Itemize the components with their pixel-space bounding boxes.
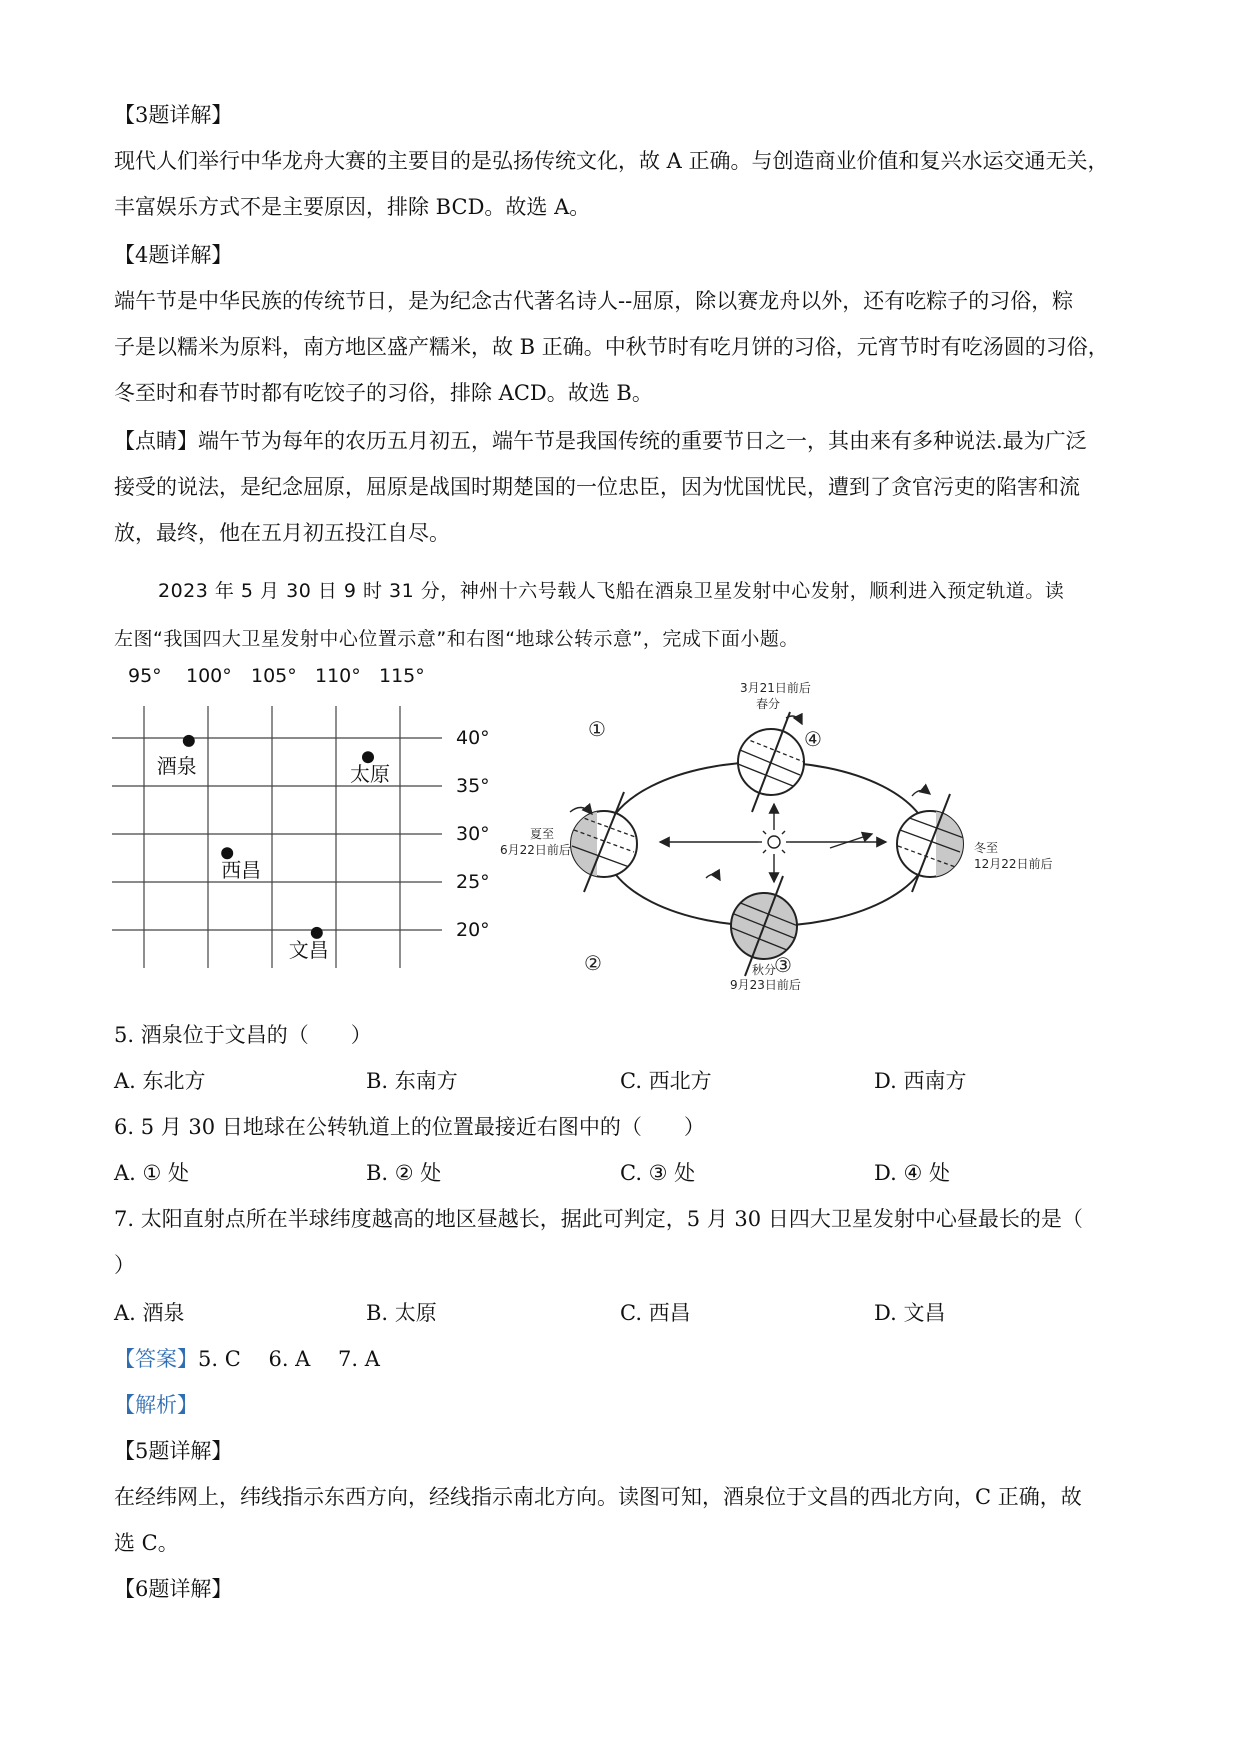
answer-line [114,1336,1134,1382]
q5-option-b[interactable]: B. 东南方 [366,1069,458,1093]
rotation-arrow-icon [912,790,930,796]
autumn-name: 秋分 [752,963,777,977]
dianjing-line-3: 放，最终，他在五月初五投江自尽。 [114,521,450,545]
q5-detail-header: 【5题详解】 [114,1439,233,1463]
lat-label: 20° [456,919,490,941]
q3-line-1: 现代人们举行中华龙舟大赛的主要目的是弘扬传统文化，故 A 正确。与创造商业价值和复兴水运交通无关， [114,149,1109,173]
rotation-arrow-icon [570,807,592,814]
earth-spring [738,712,804,812]
rotation-arrow-icon [706,874,720,880]
q7-option-d[interactable]: D. 文昌 [874,1301,946,1325]
lat-label: 25° [456,871,490,893]
q6-option-c[interactable]: C. ③ 处 [620,1161,696,1185]
lat-label: 30° [456,823,490,845]
q6-option-d[interactable]: D. ④ 处 [874,1161,950,1185]
spring-name: 春分 [756,697,781,711]
q4-line-3: 冬至时和春节时都有吃饺子的习俗，排除 ACD。故选 B。 [114,381,653,405]
intro-line-2: 左图“我国四大卫星发射中心位置示意”和右图“地球公转示意”，完成下面小题。 [114,628,799,650]
graticule [112,706,442,968]
launch-center-map [106,662,506,982]
summer-name: 夏至 [530,827,555,841]
q7-option-b[interactable]: B. 太原 [366,1301,437,1325]
answer-text: 5. C 6. A 7. A [198,1347,380,1371]
q5-detail-line-1: 在经纬网上，纬线指示东西方向，经线指示南北方向。读图可知，酒泉位于文昌的西北方向，C 正确，故 [114,1485,1082,1509]
q4-line-2: 子是以糯米为原料，南方地区盛产糯米，故 B 正确。中秋节时有吃月饼的习俗，元宵节时有吃汤圆的习俗， [114,335,1109,359]
q5-option-d[interactable]: D. 西南方 [874,1069,967,1093]
analysis-label: 【解析】 [114,1393,198,1417]
intro-line-1: 2023 年 5 月 30 日 9 时 31 分，神州十六号载人飞船在酒泉卫星发射中心发射，顺利进入预定轨道。读 [158,580,1065,602]
city-label: 西昌 [221,858,262,883]
q6-stem: 6. 5 月 30 日地球在公转轨道上的位置最接近右图中的（ ） [114,1115,705,1139]
q5-detail-line-2: 选 C。 [114,1531,179,1555]
position-marker-2: ② [584,951,602,975]
q7-option-c[interactable]: C. 西昌 [620,1301,691,1325]
q7-option-a[interactable]: A. 酒泉 [114,1301,185,1325]
q6-detail-header: 【6题详解】 [114,1577,233,1601]
rotation-arrow-icon [786,716,802,724]
lat-label: 35° [456,775,490,797]
city-label: 文昌 [288,937,329,962]
q5-option-c[interactable]: C. 西北方 [620,1069,712,1093]
q5-stem: 5. 酒泉位于文昌的（ ） [114,1023,372,1047]
q4-line-1: 端午节是中华民族的传统节日，是为纪念古代著名诗人--屈原，除以赛龙舟以外，还有吃粽子的习俗，粽 [114,289,1074,313]
lon-label: 110° [315,665,361,687]
dianjing-line-2: 接受的说法，是纪念屈原，屈原是战国时期楚国的一位忠臣，因为忧国忧民，遭到了贪官污吏的陷害和流 [114,475,1080,499]
q3-header: 【3题详解】 [114,103,233,127]
city-label: 酒泉 [156,753,197,778]
answer-label: 【答案】 [114,1347,198,1371]
sun-icon [758,826,790,858]
position-marker-4: ④ [804,727,822,751]
q6-option-b[interactable]: B. ② 处 [366,1161,442,1185]
position-marker-1: ① [588,717,606,741]
earth-revolution-diagram [500,680,1080,990]
q4-header: 【4题详解】 [114,243,233,267]
q3-line-2: 丰富娱乐方式不是主要原因，排除 BCD。故选 A。 [114,195,591,219]
lon-label: 105° [251,665,297,687]
city-dot [183,735,195,747]
lon-label: 100° [186,665,232,687]
earth-winter [897,794,966,892]
autumn-date: 9月23日前后 [730,978,801,990]
q7-stem-line-2: ） [114,1253,135,1277]
lon-label: 95° [128,665,162,687]
q7-stem-line-1: 7. 太阳直射点所在半球纬度越高的地区昼越长，据此可判定，5 月 30 日四大卫星发射中心昼最长的是（ [114,1207,1083,1231]
city-label: 太原 [350,762,390,787]
summer-date: 6月22日前后 [500,843,571,857]
q6-option-a[interactable]: A. ① 处 [114,1161,190,1185]
spring-date: 3月21日前后 [740,681,811,695]
dianjing-line-1: 【点睛】端午节为每年的农历五月初五，端午节是我国传统的重要节日之一，其由来有多种说法.最为广泛 [114,429,1087,453]
lat-label: 40° [456,727,490,749]
q5-option-a[interactable]: A. 东北方 [114,1069,206,1093]
winter-name: 冬至 [974,841,999,855]
winter-date: 12月22日前后 [974,857,1053,871]
lon-label: 115° [379,665,425,687]
orbit-direction-arrow [830,834,872,848]
position-marker-3: ③ [774,953,792,977]
